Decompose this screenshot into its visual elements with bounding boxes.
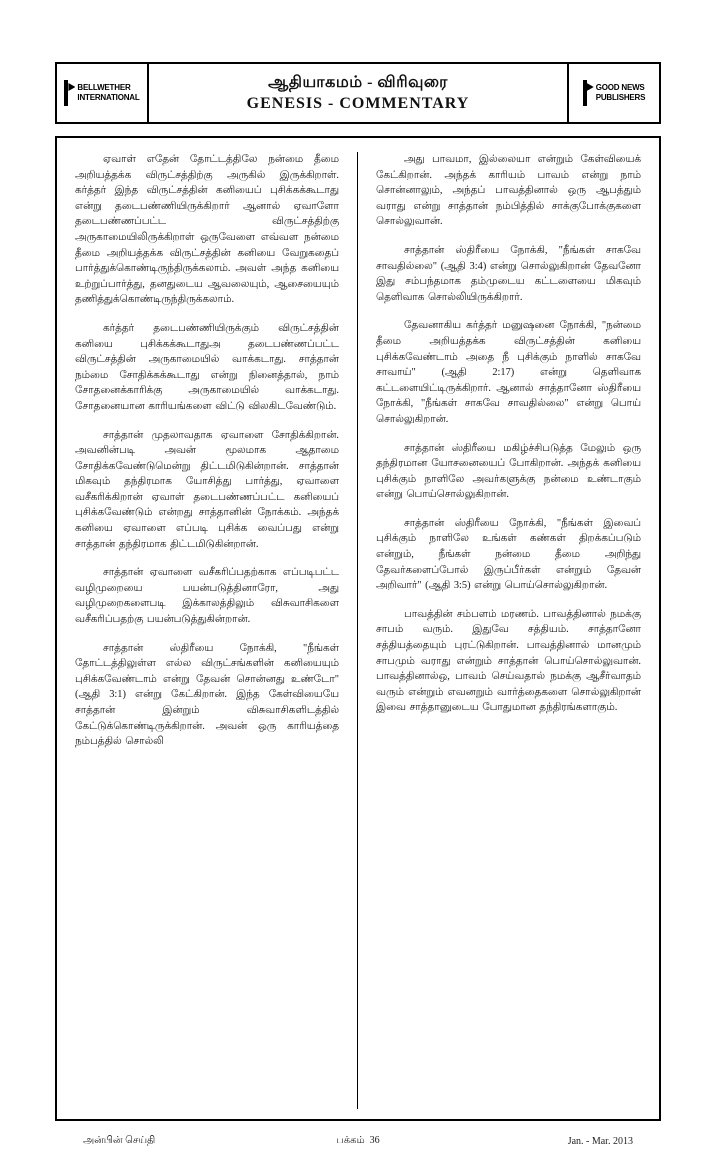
page-footer	[55, 1132, 661, 1150]
goodnews-mark-icon	[583, 80, 594, 106]
paragraph: ஏவாள் எதேன் தோட்டத்திலே நன்மை தீமை அறியத்தக்க விருட்சத்திற்கு அருகில் இருக்கிறாள். கர்த்தர் இந்த விருட்சத்தின் கனியைப் புசிக்கக்கூடாது என்று தடைபண்ணியிருக்கிறார் ஆனால் ஏவாளோ தடைபண்ணப்பட்ட விருட்சத்திற்கு அருகாமையிலிருக்கிறாள் ஒருவேளை எவ்வள நன்மை தீமை அறியத்தக்க விருட்சத்தின் கனியை வேறுகதைப் பார்த்துக்கொண்டிருந்திருக்கலாம். அவள் அந்த கனியை உற்றுப்பார்த்து, தனதுடைய ஆவலையும், ஆசையையும் தணித்துக்கொண்டிருந்திருக்கலாம்.	[75, 154, 339, 306]
footer-page-indicator	[255, 1135, 461, 1147]
left-column	[57, 152, 358, 1109]
page-header	[55, 62, 661, 124]
logo-right-line2: PUBLISHERS	[595, 93, 646, 102]
logo-right-line1: GOOD NEWS	[595, 83, 645, 92]
good-news-publishers-logo	[567, 64, 659, 122]
paragraph: அது பாவமா, இல்லையா என்றும் கேள்வியைக் கேட்கிறான். அந்தக் காரியம் பாவம் என்று நாம் சொன்னாலும், அந்தப் பாவத்தினால் ஒரு ஆபத்தும் வராது என்று சாத்தான் நம்பித்தில் சாக்குபோக்குகளை சொல்லுவான்.	[376, 154, 641, 228]
header-title-block	[149, 64, 567, 122]
page-title-tamil: ஆதியாகமம் - விரிவுரை	[268, 74, 448, 91]
paragraph: சாத்தான் ஸ்திரீயை நோக்கி, "நீங்கள் தோட்டத்திலுள்ள எல்ல விருட்சங்களின் கனியையும் புசிக்கவேண்டாம் என்று தேவன் சொன்னது உண்டோ" (ஆதி 3:1) என்று கேட்கிறான். இந்த கேள்வியையே சாத்தான் இன்றும் விசுவாசிகளிடத்தில் கேட்டுக்கொண்டிருக்கிறான். அவன் ஒரு காரியத்தை நம்பத்தில் சொல்லி	[75, 642, 339, 748]
paragraph: சாத்தான் முதலாவதாக ஏவாளை சோதிக்கிறான். அவனின்படி அவன் மூலமாக ஆதாமை சோதிக்கவேண்டுமென்று திட்டமிடுகின்றான். சாத்தான் மிகவும் தந்திரமாக யோசித்து பார்த்து, ஏவாளை வசீகரிக்கிறான் ஏவாள் தடைபண்ணப்பட்ட கனியைப் புசிக்கவேண்டும் என்றது சாத்தானின் நோக்கம். அந்தக் கனியை ஏவாளை எப்படி புசிக்க வைப்பது என்று சாத்தான் தந்திரமாக திட்டமிடுகின்றான்.	[75, 429, 339, 550]
bellwether-mark-icon	[64, 80, 75, 106]
paragraph: சாத்தான் ஏவாளை வசீகரிப்பதற்காக எப்படிபட்ட வழிமுறையை பயன்படுத்தினாரோ, அது வழிமுறைகளைபடி இக்காலத்திலும் விசுவாசிகளை வசீகரிப்பதற்கு பயன்படுத்துகின்றான்.	[75, 567, 339, 626]
footer-issue-date: Jan. - Mar. 2013	[567, 1135, 633, 1147]
body-frame	[55, 136, 661, 1121]
logo-left-line2: INTERNATIONAL	[77, 93, 140, 102]
paragraph: தேவனாகிய கர்த்தர் மனுஷனை நோக்கி, "நன்மை தீமை அறியத்தக்க விருட்சத்தின் கனியை புசிக்கவேண்டாம் அதை நீ புசிக்கும் நாளில் சாகவே சாவாய்" (ஆதி 2:17) என்று தெளிவாக கட்டளையிட்டிருக்கிறார். ஆனால் சாத்தானோ ஸ்திரீயை நோக்கி, "நீங்கள் சாகவே சாவதில்லை" என்று பொய் சொல்லுகிறான்.	[376, 320, 641, 425]
paragraph: சாத்தான் ஸ்திரீயை நோக்கி, "நீங்கள் இவைப் புசிக்கும் நாளிலே உங்கள் கண்கள் திறக்கப்படும் என்றும், நீங்கள் நன்மை தீமை அறிந்து தேவர்களைப்போல் இருப்பீர்கள் என்றும் தேவன் அறிவார்" (ஆதி 3:5) என்று பொய்சொல்லுகிறான்.	[376, 517, 641, 592]
paragraph: கர்த்தர் தடைபண்ணியிருக்கும் விருட்சத்தின் கனியை புசிக்கக்கூடாதுஅ தடைபண்ணப்பட்ட விருட்சத்தின் அருகாமையில் வாக்கடாது. சாத்தான் நம்மை சோதிக்கக்கூடாது என்று நினைத்தால், நாம் சோதனைக்காரிக்கு அருகாமையில் வாக்கடாது. சோதனையான காரியங்களை விட்டு விலகிடவேண்டும்.	[75, 322, 339, 412]
logo-left-line1: BELLWETHER	[77, 83, 131, 92]
paragraph: சாத்தான் ஸ்திரீயை மகிழ்ச்சிபடுத்த மேலும் ஒரு தந்திரமான யோசனையைப் போகிறான். அந்தக் கனியை புசிக்கும் நாளிலே அவர்களுக்கு நன்மை உண்டாகும் என்று பொய்சொல்லுகிறான்.	[376, 442, 641, 501]
page-title-english: GENESIS - COMMENTARY	[246, 95, 470, 112]
footer-page-label: பக்கம்	[336, 1135, 365, 1146]
footer-publication-name: அன்பின் செய்தி	[83, 1135, 156, 1146]
bellwether-international-logo	[57, 64, 149, 122]
paragraph: பாவத்தின் சம்பளம் மரணம். பாவத்தினால் நமக்கு சாபம் வரும். இதுவே சத்தியம். சாத்தானோ சத்தியத்தையும் புரட்டுகிறான். பாவத்தினால் மானமும் சாபமும் வராது என்றும் சாத்தான் பொய்சொல்லுவான். பாவத்தினால்ஒ, பாவம் செய்வதால் நமக்கு ஆசீர்வாதம் வரும் என்றும் எவனறும் வார்த்தைகளை சொல்லுகிறான் இவை சாத்தானுடைய போதுமான தந்திரங்களாகும்.	[376, 608, 641, 714]
right-column	[358, 152, 659, 1109]
paragraph: சாத்தான் ஸ்திரீயை நோக்கி, "நீங்கள் சாகவே சாவதில்லை" (ஆதி 3:4) என்று சொல்லுகிறான் தேவனோ இது சம்பந்தமாக தம்முடைய கட்டளையை மிகவும் தெளிவாக சொல்லியிருக்கிறார்.	[376, 244, 641, 303]
footer-page-number: 36	[369, 1135, 380, 1146]
two-column-layout	[57, 138, 659, 1119]
